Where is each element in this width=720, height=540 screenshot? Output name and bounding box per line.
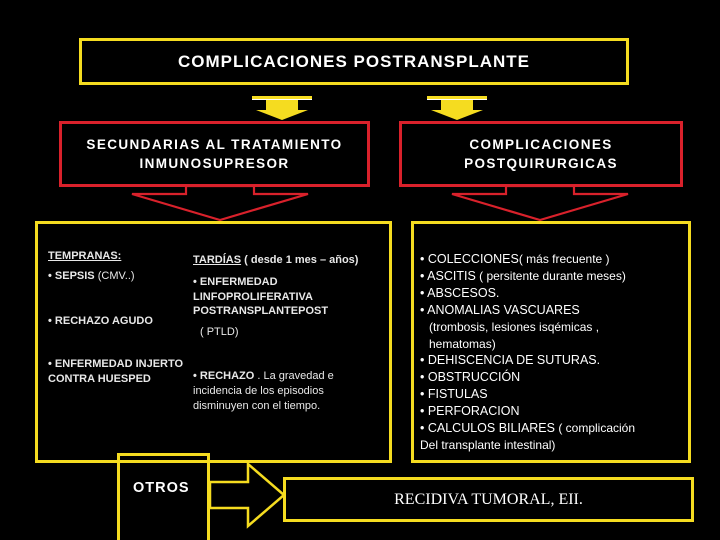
right-header-box <box>399 121 683 187</box>
tardias-item-ptld <box>193 275 328 319</box>
sepsis-label: • SEPSIS <box>48 270 95 282</box>
ptld-line1: • ENFERMEDAD <box>193 276 278 288</box>
left-header-line2: INMUNOSUPRESOR <box>139 156 290 171</box>
postquirurgica-item <box>420 403 688 420</box>
postquirurgica-item <box>420 386 688 403</box>
postquirurgica-main: • FISTULAS <box>420 387 488 402</box>
tempranas-item-ejch <box>48 357 183 387</box>
otros-label: OTROS <box>133 480 190 496</box>
left-wide-arrow-icon <box>130 186 310 222</box>
postquirurgica-main: • CALCULOS BILIARES <box>420 421 555 436</box>
tempranas-item-rechazo-agudo <box>48 315 153 327</box>
rechazo-line2: incidencia de los episodios <box>193 385 324 397</box>
postquirurgica-main: • ASCITIS <box>420 268 476 283</box>
postquirurgica-detail: (trombosis, lesiones isqémicas , <box>429 319 600 334</box>
right-header-line2: POSTQUIRURGICAS <box>464 156 618 171</box>
ejch-line2: CONTRA HUESPED <box>48 373 151 385</box>
postquirurgica-detail: Del transplante intestinal) <box>420 437 556 452</box>
postquirurgica-item <box>420 285 688 302</box>
tempranas-heading <box>48 250 121 262</box>
postquirurgica-item <box>420 268 688 285</box>
tardias-heading <box>193 254 358 266</box>
tardias-heading-underlined: TARDÍAS <box>193 254 242 266</box>
postquirurgica-item <box>420 336 688 353</box>
otros-box <box>117 453 210 540</box>
tardias-heading-rest: ( desde 1 mes – años) <box>241 254 359 266</box>
rechazo-label: • RECHAZO <box>193 370 255 382</box>
ptld-line2: LINFOPROLIFERATIVA <box>193 290 313 303</box>
postquirurgica-main: • ANOMALIAS VASCUARES <box>420 302 580 317</box>
postquirurgica-detail: ( más frecuente ) <box>518 252 610 266</box>
ptld-abbrev <box>200 326 239 338</box>
tempranas-heading-text: TEMPRANAS: <box>48 250 122 262</box>
postquirurgica-item <box>420 302 688 319</box>
rechazo-line3: disminuyen con el tiempo. <box>193 400 321 412</box>
postquirurgica-main: • ABSCESOS. <box>420 285 500 300</box>
recidiva-label: RECIDIVA TUMORAL, EII. <box>394 490 583 508</box>
postquirurgica-detail: hematomas) <box>429 336 496 351</box>
postquirurgica-item <box>420 319 688 336</box>
ptld-line3: POSTRANSPLANTEPOST <box>193 305 329 317</box>
postquirurgica-item <box>420 352 688 369</box>
tempranas-item-sepsis <box>48 270 135 282</box>
rechazo-agudo-label: • RECHAZO AGUDO <box>48 315 153 327</box>
right-header-line1: COMPLICACIONES <box>469 137 613 152</box>
postquirurgica-item <box>420 369 688 386</box>
left-down-arrow-icon <box>252 96 312 122</box>
right-arrow-icon <box>210 462 286 530</box>
postquirurgicas-list <box>420 251 688 454</box>
postquirurgica-main: • DEHISCENCIA DE SUTURAS. <box>420 353 601 368</box>
right-wide-arrow-icon <box>450 186 630 222</box>
postquirurgica-detail: ( complicación <box>554 421 636 436</box>
postquirurgica-main: • PERFORACION <box>420 404 520 419</box>
rechazo-detail: . La gravedad e <box>254 370 334 382</box>
sepsis-detail: (CMV..) <box>94 270 135 282</box>
title-box <box>79 38 629 85</box>
postquirurgica-item <box>420 420 688 437</box>
postquirurgica-item <box>420 251 688 268</box>
postquirurgica-item <box>420 437 688 454</box>
tardias-item-rechazo <box>193 369 334 414</box>
postquirurgica-detail: ( persitente durante meses) <box>475 268 626 283</box>
ptld-line4: ( PTLD) <box>200 326 239 338</box>
recidiva-box <box>283 477 694 522</box>
postquirurgica-main: • COLECCIONES <box>420 252 519 266</box>
page-title: COMPLICACIONES POSTRANSPLANTE <box>177 51 531 71</box>
right-down-arrow-icon <box>427 96 487 122</box>
left-header-box <box>59 121 370 187</box>
postquirurgica-main: • OBSTRUCCIÓN <box>420 370 521 385</box>
ejch-line1: • ENFERMEDAD INJERTO <box>48 358 184 370</box>
left-header-line1: SECUNDARIAS AL TRATAMIENTO <box>86 137 343 152</box>
